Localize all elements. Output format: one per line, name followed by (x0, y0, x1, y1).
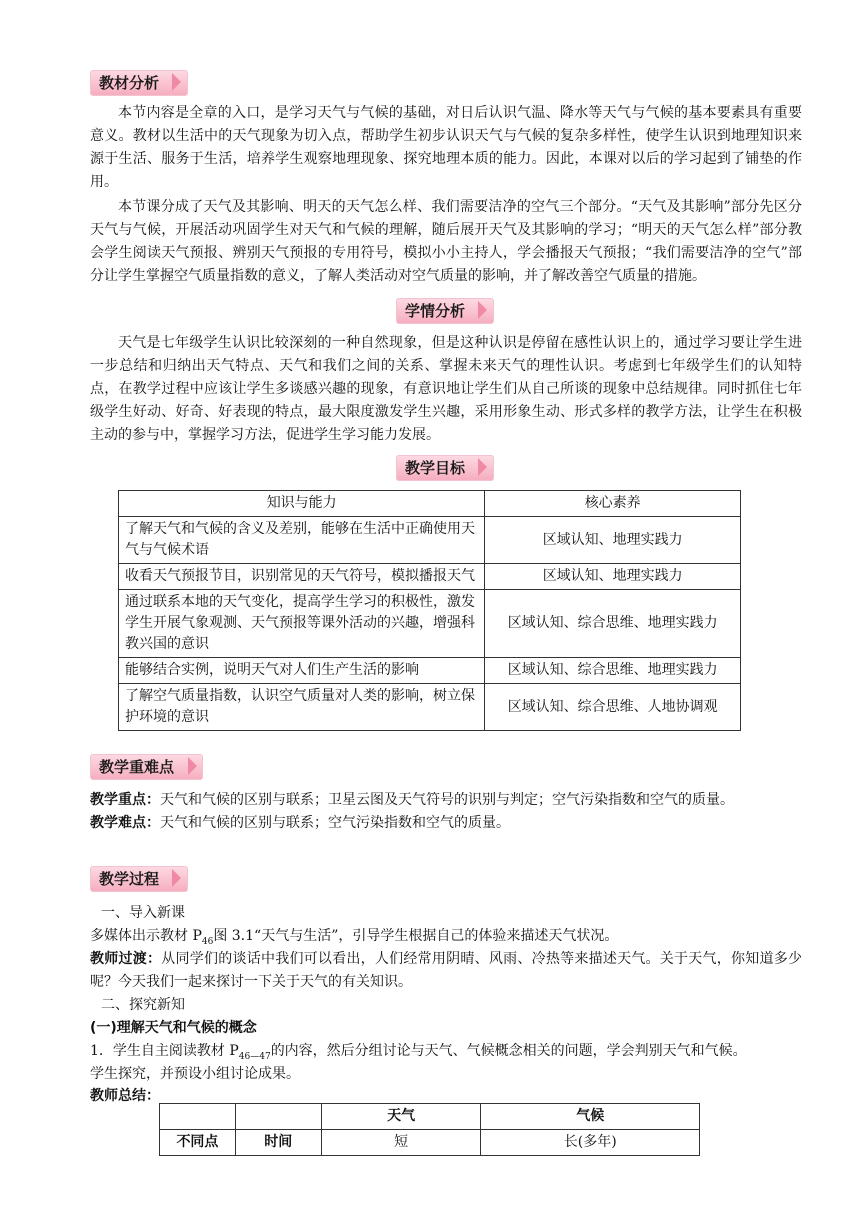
analysis-paragraph-1: 本节内容是全章的入口，是学习天气与气候的基础，对日后认识气温、降水等天气与气候的基本要素具有重要意义。教材以生活中的天气现象为切入点，帮助学生初步认识天气与气候的复杂多样性，使学生认识到地理知识来源于生活、服务于生活，培养学生观察地理现象、探究地理本质的能力。因此，本课对以后的学习起到了铺垫的作用。 (90, 105, 802, 190)
table-header-row (119, 491, 741, 517)
table-cell-climate: 长(多年) (481, 1130, 700, 1156)
focus-text: 天气和气候的区别与联系；卫星云图及天气符号的识别与判定；空气污染指数和空气的质量。 (160, 792, 734, 808)
difficulty-label: 教学难点： (90, 815, 160, 831)
table-cell-knowledge: 通过联系本地的天气变化，提高学生学习的积极性，激发学生开展气象观测、天气预报等课外活动的兴趣，增强科教兴国的意识 (119, 590, 485, 658)
chevron-right-icon (172, 73, 181, 91)
chevron-right-icon (478, 458, 487, 476)
section-heading-label: 教学重难点 (90, 754, 203, 780)
students-paragraph: 天气是七年级学生认识比较深刻的一种自然现象，但是这种认识是停留在感性认识上的，通过学习要让学生进一步总结和归纳出天气特点、天气和我们之间的关系、掌握未来天气的理性认识。考虑到七年级学生们的认知特点，在教学过程中应该让学生多谈感兴趣的现象，有意识地让学生们从自己所谈的现象中总结规律。同时抓住七年级学生好动、好奇、好表现的特点，最大限度激发学生兴趣，采用形象生动、形式多样的教学方法，让学生在积极主动的参与中，掌握学习方法，促进学生学习能力发展。 (90, 335, 802, 443)
table-header-row (160, 1104, 700, 1130)
section-heading-label: 教学目标 (396, 455, 494, 481)
table-cell-knowledge: 能够结合实例，说明天气对人们生产生活的影响 (119, 658, 485, 684)
focus-label: 教学重点： (90, 792, 160, 808)
table-cell-literacy: 区域认知、地理实践力 (485, 517, 741, 564)
chevron-right-icon (188, 757, 197, 775)
chevron-right-icon (172, 869, 181, 887)
section-heading-label: 学情分析 (396, 298, 494, 324)
process-step-2: 二、探究新知 (101, 997, 185, 1013)
compare-table (159, 1103, 700, 1156)
process-transition (90, 948, 802, 994)
intro-text-a: 多媒体出示教材 P (90, 928, 202, 944)
table-cell-knowledge: 了解空气质量指数，认识空气质量对人类的影响，树立保护环境的意识 (119, 684, 485, 731)
intro-text-b: 图 3.1“天气与生活”，引导学生根据自己的体验来描述天气状况。 (213, 928, 619, 944)
table-cell-literacy: 区域认知、地理实践力 (485, 564, 741, 590)
intro-page-sub: 46 (201, 936, 214, 947)
table-row (119, 564, 741, 590)
table-cell-empty (160, 1104, 236, 1130)
table-cell-empty (235, 1104, 321, 1130)
table-row (160, 1130, 700, 1156)
item1-text-b: 的内容，然后分组讨论与天气、气候概念相关的问题，学会判别天气和气候。 (270, 1043, 747, 1059)
table-header-weather: 天气 (321, 1104, 481, 1130)
section-heading-label: 教学过程 (90, 866, 188, 892)
process-explore: 学生探究，并预设小组讨论成果。 (90, 1066, 300, 1082)
table-cell-literacy: 区域认知、综合思维、地理实践力 (485, 590, 741, 658)
keypoints-difficulty (90, 812, 802, 835)
table-cell-literacy: 区域认知、综合思维、地理实践力 (485, 658, 741, 684)
process-summary-label: 教师总结： (90, 1088, 160, 1104)
table-cell-weather: 短 (321, 1130, 481, 1156)
difficulty-text: 天气和气候的区别与联系；空气污染指数和空气的质量。 (160, 815, 510, 831)
transition-text: 从同学们的谈话中我们可以看出，人们经常用阴晴、风雨、冷热等来描述天气。关于天气，你知道多少呢？今天我们一起来探讨一下关于天气的有关知识。 (90, 951, 803, 990)
table-row (119, 517, 741, 564)
chevron-right-icon (478, 301, 487, 319)
table-row-group: 不同点 (160, 1130, 236, 1156)
table-cell-knowledge: 收看天气预报节目，识别常见的天气符号，模拟播报天气 (119, 564, 485, 590)
transition-label: 教师过渡： (90, 951, 162, 967)
goals-table (118, 490, 741, 731)
table-cell-knowledge: 了解天气和气候的含义及差别，能够在生活中正确使用天气与气候术语 (119, 517, 485, 564)
table-cell-literacy: 区域认知、综合思维、人地协调观 (485, 684, 741, 731)
table-header-climate: 气候 (481, 1104, 700, 1130)
section-heading-label: 教材分析 (90, 70, 188, 96)
process-step-1: 一、导入新课 (101, 905, 185, 921)
table-header-literacy: 核心素养 (485, 491, 741, 517)
table-row (119, 684, 741, 731)
process-subsection-1: (一)理解天气和气候的概念 (90, 1020, 257, 1036)
item1-text-a: 1．学生自主阅读教材 P (90, 1043, 239, 1059)
table-row-item: 时间 (235, 1130, 321, 1156)
item1-page-sub: 46—47 (238, 1051, 271, 1062)
table-row (119, 658, 741, 684)
analysis-paragraph-2: 本节课分成了天气及其影响、明天的天气怎么样、我们需要洁净的空气三个部分。“天气及其影响”部分先区分天气与气候，开展活动巩固学生对天气和气候的理解，随后展开天气及其影响的学习；“明天的天气怎么样”部分教会学生阅读天气预报、辨别天气预报的专用符号，模拟小小主持人，学会播报天气预报；“我们需要洁净的空气”部分让学生掌握空气质量指数的意义，了解人类活动对空气质量的影响，并了解改善空气质量的措施。 (90, 199, 802, 284)
table-row (119, 590, 741, 658)
table-header-knowledge: 知识与能力 (119, 491, 485, 517)
keypoints-focus (90, 789, 802, 812)
